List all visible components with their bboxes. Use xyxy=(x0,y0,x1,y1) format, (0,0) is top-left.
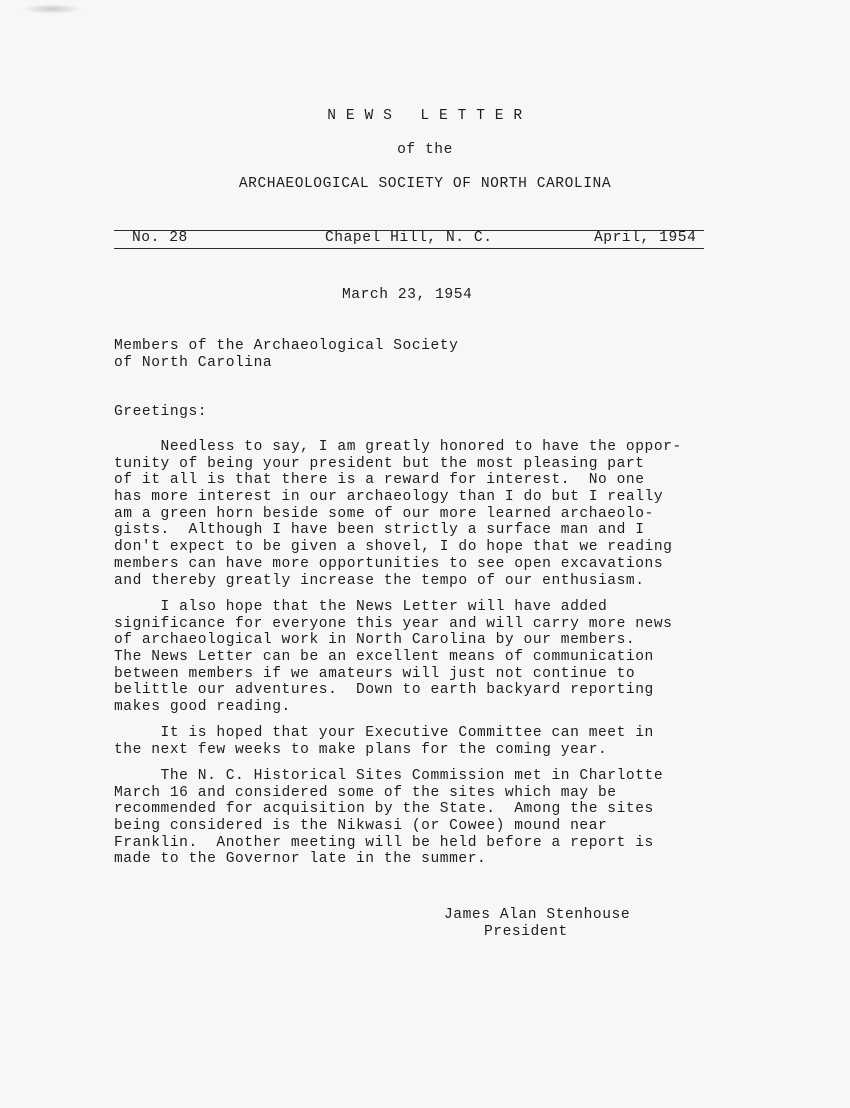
paragraph-line: The News Letter can be an excellent means of communication xyxy=(114,649,654,666)
paragraph-line: March 16 and considered some of the sites which may be xyxy=(114,784,617,801)
paragraph-line: I also hope that the News Letter will have added xyxy=(114,599,608,615)
paragraph-line: The N. C. Historical Sites Commission met in Charlotte xyxy=(114,768,664,784)
paragraph xyxy=(114,599,672,716)
paragraph-line: Franklin. Another meeting will be held before a report is xyxy=(114,834,654,851)
issue-place: Chapel Hill, N. C. xyxy=(325,230,493,246)
paragraph-line: makes good reading. xyxy=(114,699,291,716)
paragraph xyxy=(114,439,682,589)
paper-smudge xyxy=(22,4,82,14)
greeting: Greetings: xyxy=(114,404,208,420)
addressee-block xyxy=(114,338,458,371)
paragraph-line: don't expect to be given a shovel, I do hope that we reading xyxy=(114,539,673,556)
paragraph-line: the next few weeks to make plans for the coming year. xyxy=(114,741,608,758)
paragraph-line: and thereby greatly increase the tempo of our enthusiasm. xyxy=(114,572,645,589)
issue-number: No. 28 xyxy=(132,230,188,246)
paragraph-line: between members if we amateurs will just not continue to xyxy=(114,665,636,682)
paragraph-line: am a green horn beside some of our more learned archaeolo- xyxy=(114,505,654,522)
paragraph-line: It is hoped that your Executive Committee can meet in xyxy=(114,725,654,741)
addressee-line: of North Carolina xyxy=(114,354,273,371)
paragraph-line: of archaeological work in North Carolina by our members. xyxy=(114,632,636,649)
paragraph-line: gists. Although I have been strictly a surface man and I xyxy=(114,522,645,539)
paragraph-line: recommended for acquisition by the State. Among the sites xyxy=(114,801,654,818)
letter-date: March 23, 1954 xyxy=(342,287,473,303)
society-name: ARCHAEOLOGICAL SOCIETY OF NORTH CAROLINA xyxy=(238,176,612,192)
addressee-line: Members of the Archaeological Society xyxy=(114,338,459,354)
signature-name: James Alan Stenhouse xyxy=(444,907,631,923)
paragraph xyxy=(114,768,663,868)
issue-date: April, 1954 xyxy=(594,230,697,246)
paragraph-line: made to the Governor late in the summer. xyxy=(114,851,487,868)
masthead-rule-bottom xyxy=(114,248,704,249)
paragraph xyxy=(114,725,654,758)
paragraph-line: belittle our adventures. Down to earth backyard reporting xyxy=(114,682,654,699)
paragraph-line: being considered is the Nikwasi (or Cowee) mound near xyxy=(114,818,608,835)
newsletter-title: N E W S L E T T E R xyxy=(327,108,523,124)
paragraph-line: tunity of being your president but the most pleasing part xyxy=(114,455,645,472)
paragraph-line: of it all is that there is a reward for interest. No one xyxy=(114,472,645,489)
paragraph-line: significance for everyone this year and will carry more news xyxy=(114,615,673,632)
signature-title: President xyxy=(484,924,568,940)
paragraph-line: has more interest in our archaeology than I do but I really xyxy=(114,489,664,506)
paragraph-line: Needless to say, I am greatly honored to have the oppor- xyxy=(114,439,682,455)
masthead-of-the: of the xyxy=(397,142,453,158)
paragraph-line: members can have more opportunities to see open excavations xyxy=(114,555,664,572)
